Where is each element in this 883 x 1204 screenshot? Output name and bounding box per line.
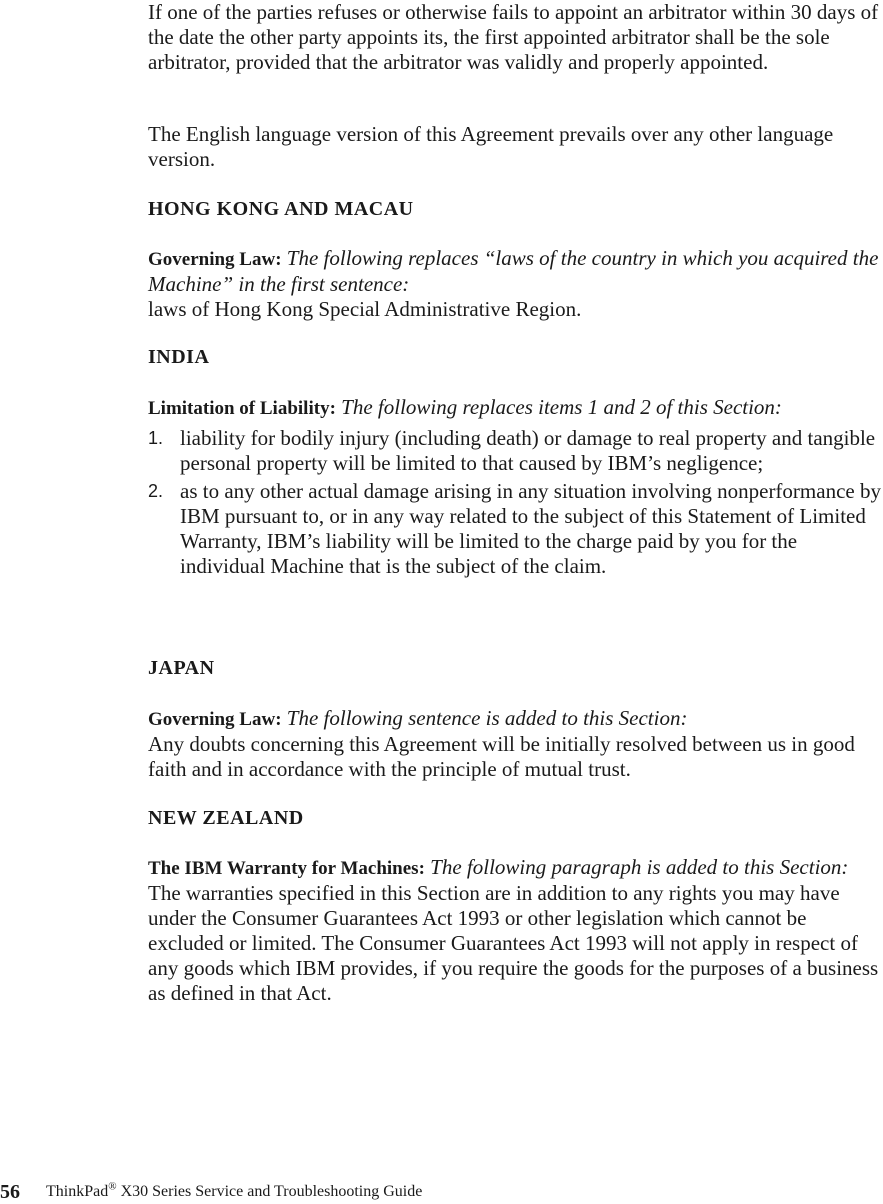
english-language-paragraph: The English language version of this Agreement prevails over any other language version. (148, 122, 834, 171)
arbitrator-paragraph: If one of the parties refuses or otherwise fails to appoint an arbitrator within 30 days of the date the other party appoints its, the first appointed arbitrator shall be the sole arbitrator, provided that the arbitrator was validly and properly appointed. (148, 0, 879, 74)
new-zealand-lead: The IBM Warranty for Machines: (148, 858, 425, 879)
india-heading: INDIA (148, 346, 210, 368)
japan-lead: Governing Law: (148, 709, 282, 730)
new-zealand-body: The warranties specified in this Section are in addition to any rights you may have under the Consumer Guarantees Act 1993 or other legislation which cannot be excluded or limited. The Consumer Guarantees Act 1993 will not apply in respect of any goods which IBM provides, if you require the goods for the purposes of a business as defined in that Act. (148, 881, 879, 1005)
japan-governing-law (148, 706, 883, 782)
hong-kong-governing-law (148, 246, 883, 322)
footer-title (46, 1180, 422, 1204)
list-item-number: 2. (148, 481, 164, 501)
registered-mark: ® (108, 1180, 117, 1193)
new-zealand-warranty (148, 855, 883, 1006)
japan-body: Any doubts concerning this Agreement will be initially resolved between us in good faith and in accordance with the principle of mutual trust. (148, 732, 855, 781)
list-item-text: as to any other actual damage arising in any situation involving nonperformance by IBM pursuant to, or in any way related to the subject of this Statement of Limited Warranty, IBM’s liability will be limited to the charge paid by you for the individual Machine that is the subject of the claim. (180, 479, 881, 578)
new-zealand-instruction: The following paragraph is added to this Section: (430, 855, 849, 879)
page-number: 56 (0, 1181, 20, 1203)
india-lead: Limitation of Liability: (148, 398, 336, 419)
japan-instruction: The following sentence is added to this Section: (286, 706, 688, 730)
list-item (148, 479, 883, 579)
page-footer (0, 1180, 883, 1204)
list-item-number: 1. (148, 428, 164, 448)
hong-kong-body: laws of Hong Kong Special Administrative Region. (148, 297, 582, 321)
footer-title-pre: ThinkPad (46, 1183, 109, 1200)
japan-heading: JAPAN (148, 657, 215, 679)
hong-kong-lead: Governing Law: (148, 249, 282, 270)
hong-kong-instruction: The following replaces “laws of the country in which you acquired the Machine” in the first sentence: (148, 246, 879, 296)
hong-kong-heading: HONG KONG AND MACAU (148, 198, 414, 220)
list-item-text: liability for bodily injury (including death) or damage to real property and tangible personal property will be limited to that caused by IBM’s negligence; (180, 426, 876, 475)
india-limitation-of-liability (148, 395, 883, 421)
india-items-list (148, 426, 883, 582)
india-instruction: The following replaces items 1 and 2 of this Section: (341, 395, 782, 419)
footer-title-post: X30 Series Service and Troubleshooting Guide (116, 1183, 423, 1200)
list-item (148, 426, 883, 476)
new-zealand-heading: NEW ZEALAND (148, 807, 304, 829)
